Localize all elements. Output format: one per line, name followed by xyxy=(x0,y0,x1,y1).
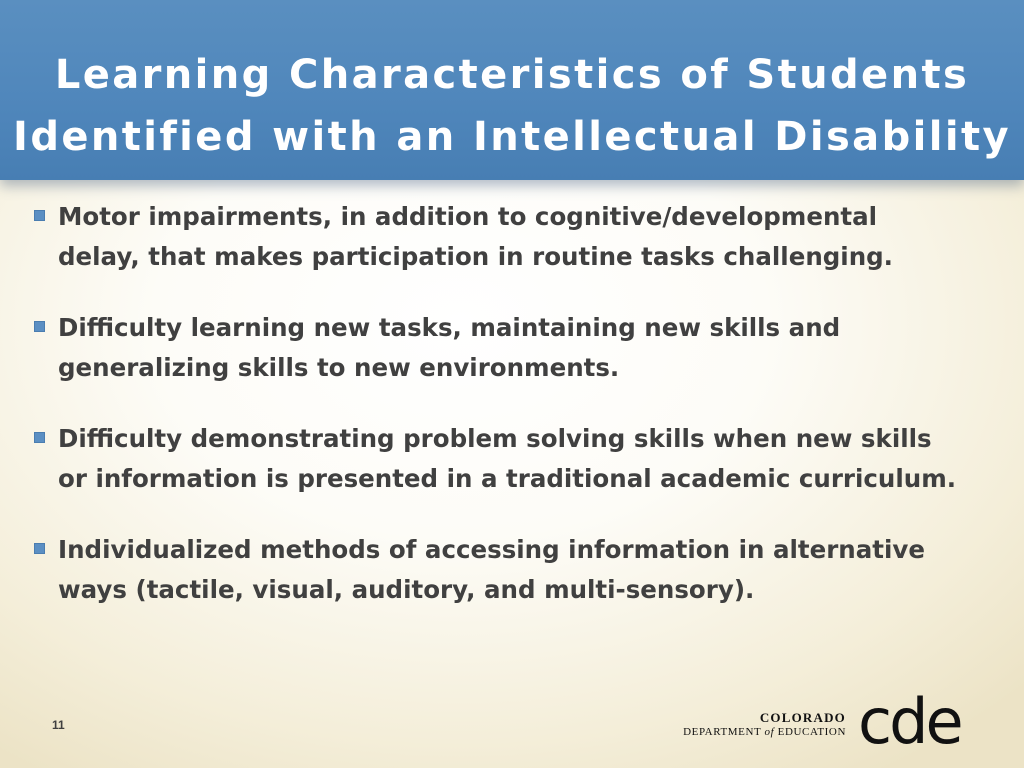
slide-title xyxy=(0,44,1024,168)
bullet-item-motor-impairments xyxy=(34,197,994,277)
bullet-item-learning-new-tasks xyxy=(34,308,994,388)
title-banner xyxy=(0,0,1024,180)
bullet-text-line-1: Individualized methods of accessing information in alternative xyxy=(58,535,925,564)
bullet-text-line-2: ways (tactile, visual, auditory, and multi-sensory). xyxy=(58,575,755,604)
bullet-list xyxy=(34,197,994,641)
logo-education-word: EDUCATION xyxy=(774,726,846,738)
bullet-item-individualized-methods xyxy=(34,530,994,610)
cde-logo-mark: cde xyxy=(858,685,961,758)
square-bullet-icon xyxy=(34,210,45,221)
logo-of-word: of xyxy=(764,726,775,738)
bullet-text-line-2: generalizing skills to new environments. xyxy=(58,353,620,382)
logo-department-name xyxy=(683,725,846,740)
cde-logo xyxy=(683,685,992,758)
bullet-text-line-2: or information is presented in a traditional academic curriculum. xyxy=(58,464,957,493)
bullet-text-line-1: Motor impairments, in addition to cognitive/developmental xyxy=(58,202,878,231)
logo-department-word: DEPARTMENT xyxy=(683,726,765,738)
bullet-text-line-1: Difficulty demonstrating problem solving skills when new skills xyxy=(58,424,932,453)
square-bullet-icon xyxy=(34,321,45,332)
bullet-item-problem-solving xyxy=(34,419,994,499)
square-bullet-icon xyxy=(34,543,45,554)
slide-title-line-2: Identified with an Intellectual Disability xyxy=(13,114,1011,160)
slide-number: 11 xyxy=(52,718,65,732)
slide-title-line-1: Learning Characteristics of Students xyxy=(54,52,970,98)
logo-text xyxy=(683,710,846,740)
logo-state-name: COLORADO xyxy=(759,710,846,725)
bullet-text-line-1: Difficulty learning new tasks, maintaining new skills and xyxy=(58,313,841,342)
square-bullet-icon xyxy=(34,432,45,443)
bullet-text-line-2: delay, that makes participation in routine tasks challenging. xyxy=(58,242,893,271)
